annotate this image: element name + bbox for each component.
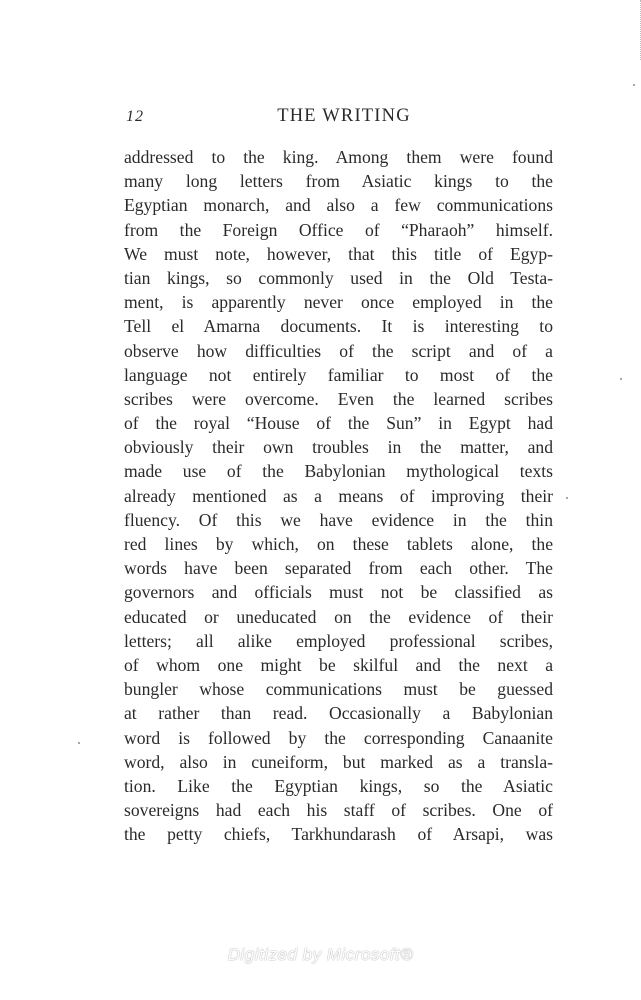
- text-line: word is followed by the corresponding Canaanite: [124, 727, 553, 748]
- text-line: words have been separated from each other. The: [124, 558, 553, 579]
- text-line: educated or uneducated on the evidence of their: [124, 606, 553, 627]
- text-line: obviously their own troubles in the matter, and: [124, 437, 553, 458]
- text-line: from the Foreign Office of “Pharaoh” himself.: [124, 219, 553, 240]
- text-line: observe how difficulties of the script and of a: [124, 340, 553, 361]
- scan-speck: [78, 742, 80, 744]
- text-line: of the royal “House of the Sun” in Egypt had: [124, 413, 553, 434]
- text-line: addressed to the king. Among them were found: [124, 147, 553, 167]
- text-line: fluency. Of this we have evidence in the thin: [124, 509, 553, 530]
- text-line: letters; all alike employed professional scribes,: [124, 630, 553, 651]
- scan-speck: [633, 84, 635, 86]
- text-line: We must note, however, that this title of Egyp-: [124, 243, 553, 264]
- text-line: Egyptian monarch, and also a few communications: [124, 195, 553, 216]
- scan-speck: [566, 497, 568, 499]
- text-line: many long letters from Asiatic kings to the: [124, 171, 553, 192]
- text-line: the petty chiefs, Tarkhundarash of Arsapi, was: [124, 824, 553, 845]
- text-line: language not entirely familiar to most of the: [124, 364, 553, 385]
- text-line: ment, is apparently never once employed in the: [124, 292, 553, 313]
- text-line: tion. Like the Egyptian kings, so the Asiatic: [124, 775, 553, 796]
- page-number: 12: [126, 108, 144, 125]
- text-line: bungler whose communications must be guessed: [124, 679, 553, 700]
- scan-speck: [620, 378, 622, 380]
- text-line: scribes were overcome. Even the learned scribes: [124, 388, 553, 409]
- text-line: red lines by which, on these tablets alone, the: [124, 534, 553, 554]
- text-line: made use of the Babylonian mythological texts: [124, 461, 553, 482]
- digitization-watermark: Digitized by Microsoft®: [227, 945, 414, 964]
- text-line: sovereigns had each his staff of scribes. One of: [124, 800, 553, 821]
- running-title: THE WRITING: [277, 106, 411, 126]
- text-line: Tell el Amarna documents. It is interesting to: [124, 316, 553, 337]
- body-text: [124, 145, 553, 846]
- text-line: at rather than read. Occasionally a Babylonian: [124, 703, 553, 724]
- running-head: [124, 106, 554, 132]
- page-edge-mark: [634, 0, 641, 60]
- text-line: of whom one might be skilful and the next a: [124, 654, 553, 675]
- text-line: already mentioned as a means of improving their: [124, 485, 553, 506]
- text-line: word, also in cuneiform, but marked as a transla-: [124, 751, 553, 772]
- text-line: tian kings, so commonly used in the Old Testa-: [124, 267, 553, 288]
- text-line: governors and officials must not be classified as: [124, 582, 553, 603]
